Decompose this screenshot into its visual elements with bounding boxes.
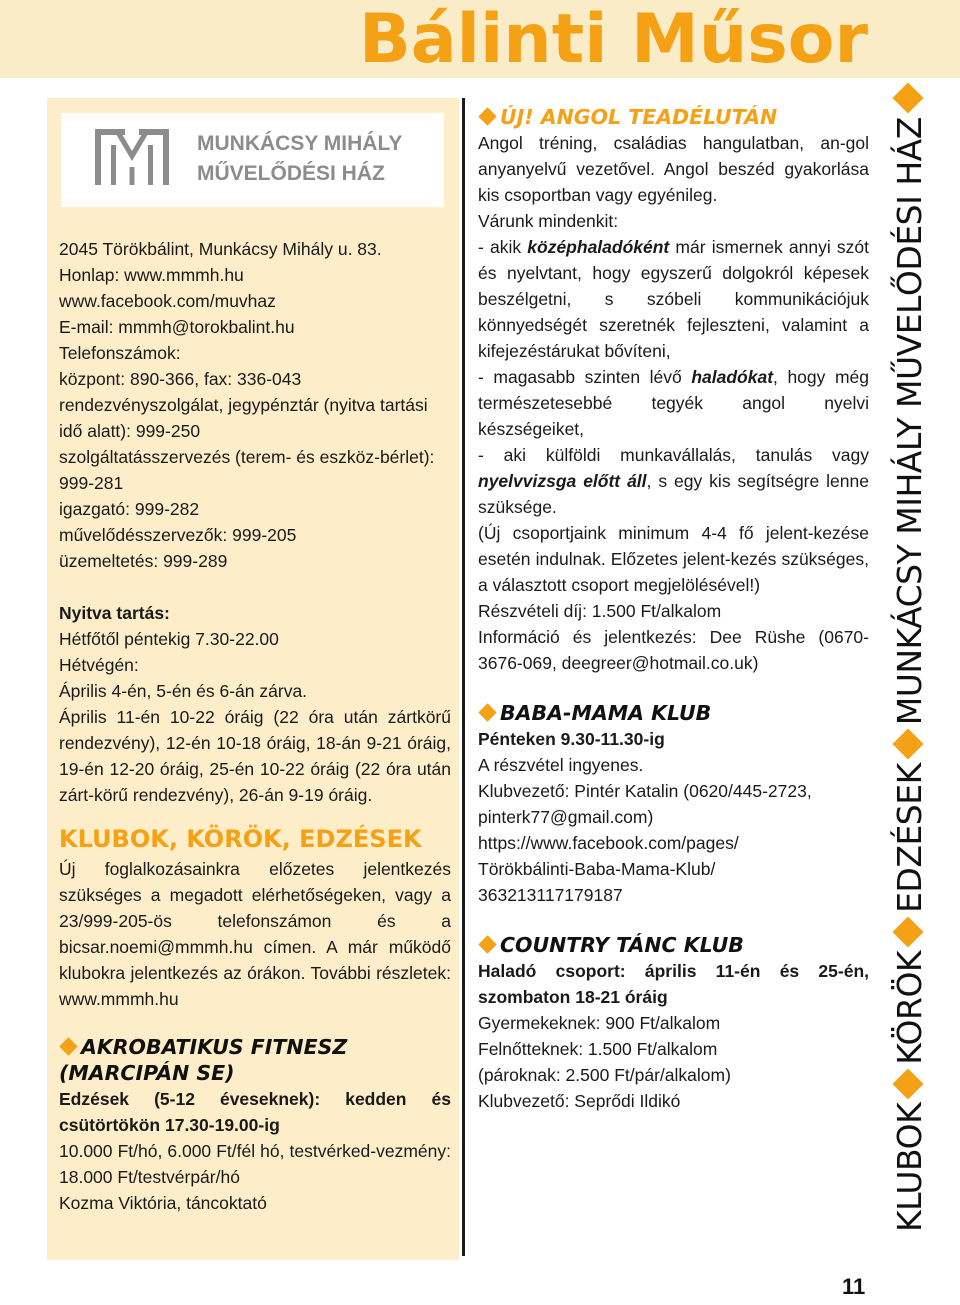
angol-note: (Új csoportjaink minimum 4-4 fő jelent-kezése esetén indulnak. Előzetes jelent-kezés szükséges, a választott csoport megjelölésével!) bbox=[478, 523, 869, 595]
opening-heading: Nyitva tartás: bbox=[59, 603, 170, 623]
angol-fee: Részvételi díj: 1.500 Ft/alkalom bbox=[478, 601, 722, 621]
country-title: COUNTRY TÁNC KLUB bbox=[478, 932, 869, 958]
babamama-title: BABA-MAMA KLUB bbox=[478, 700, 869, 726]
opening-weekend-label: Hétvégén: bbox=[59, 655, 139, 675]
diamond-icon bbox=[892, 916, 923, 947]
country-leader: Klubvezető: Seprődi Ildikó bbox=[478, 1091, 681, 1111]
website-link[interactable]: Honlap: www.mmmh.hu bbox=[59, 265, 244, 285]
akrobatikus-title: AKROBATIKUS FITNESZ bbox=[59, 1034, 451, 1060]
diamond-icon bbox=[892, 729, 923, 760]
diamond-bullet-icon bbox=[478, 935, 496, 953]
babamama-free: A részvétel ingyenes. bbox=[478, 755, 644, 775]
phone-line: rendezvényszolgálat, jegypénztár (nyitva tartási idő alatt): 999-250 bbox=[59, 395, 428, 441]
opening-details: Április 11-én 10-22 óráig (22 óra után zártkörű rendezvény), 12-én 10-18 óráig, 18-án 9-21 óráig, 19-én 12-20 óráig, 25-én 10-22 óráig (22 óra után zárt-körű rendezvény), 26-án 9-19 óráig. bbox=[59, 707, 451, 805]
akrobatikus-subtitle: (MARCIPÁN SE) bbox=[59, 1061, 235, 1085]
facebook-link[interactable]: www.facebook.com/muvhaz bbox=[59, 291, 276, 311]
side-section-label: KLUBOKKÖRÖKEDZÉSEKMUNKÁCSY MIHÁLY MŰVELŐDÉSI HÁZ bbox=[890, 79, 930, 1232]
country-adults: Felnőtteknek: 1.500 Ft/alkalom bbox=[478, 1039, 718, 1059]
country-couples: (pároknak: 2.500 Ft/pár/alkalom) bbox=[478, 1065, 731, 1085]
email-link[interactable]: E-mail: mmmh@torokbalint.hu bbox=[59, 317, 295, 337]
akrobatikus-schedule: Edzések (5-12 éveseknek): kedden és csütörtökön 17.30-19.00-ig bbox=[59, 1089, 451, 1135]
angol-intro: Angol tréning, családias hangulatban, an-gol anyanyelvű vezetővel. Angol beszéd gyakorlása kis csoportban vagy egyénileg. bbox=[478, 133, 869, 205]
clubs-intro: Új foglalkozásainkra előzetes jelentkezés szükséges a megadott elérhetőségeken, vagy a 23/999-205-ös telefonszámon és a bicsar.noemi@mmmh.hu címen. A már működő klubokra jelentkezés az órákon. További részletek: www.mmmh.hu bbox=[59, 859, 451, 1009]
phone-line: központ: 890-366, fax: 336-043 bbox=[59, 369, 302, 389]
left-column bbox=[59, 236, 451, 1216]
opening-closed: Április 4-én, 5-én és 6-án zárva. bbox=[59, 681, 308, 701]
address: 2045 Törökbálint, Munkácsy Mihály u. 83. bbox=[59, 239, 382, 259]
page-number: 11 bbox=[842, 1274, 866, 1299]
column-divider bbox=[462, 98, 465, 1256]
country-kids: Gyermekeknek: 900 Ft/alkalom bbox=[478, 1013, 721, 1033]
logo-line-2: MŰVELŐDÉSI HÁZ bbox=[197, 162, 385, 185]
phone-line: szolgáltatásszervezés (terem- és eszköz-bérlet): 999-281 bbox=[59, 447, 435, 493]
angol-info: Információ és jelentkezés: Dee Rüshe (0670-3676-069, deegreer@hotmail.co.uk) bbox=[478, 627, 869, 673]
magazine-title: Bálinti Műsor bbox=[358, 0, 868, 79]
opening-weekdays: Hétfőtől péntekig 7.30-22.00 bbox=[59, 629, 279, 649]
logo-line-1: MUNKÁCSY MIHÁLY bbox=[197, 132, 403, 155]
phones-label: Telefonszámok: bbox=[59, 343, 181, 363]
angol-item: - magasabb szinten lévő haladókat, hogy még természetesebbé tegyék angol nyelvi készségeiket, bbox=[478, 367, 869, 439]
babamama-time: Pénteken 9.30-11.30-ig bbox=[478, 729, 665, 749]
diamond-icon bbox=[892, 1068, 923, 1099]
clubs-heading: KLUBOK, KÖRÖK, EDZÉSEK bbox=[59, 825, 422, 853]
diamond-bullet-icon bbox=[59, 1037, 77, 1055]
akrobatikus-prices: 10.000 Ft/hó, 6.000 Ft/fél hó, testvérked-vezmény: 18.000 Ft/testvérpár/hó bbox=[59, 1141, 451, 1187]
angol-title: ÚJ! ANGOL TEADÉLUTÁN bbox=[478, 104, 869, 130]
angol-welcome: Várunk mindenkit: bbox=[478, 211, 619, 231]
phone-line: üzemeltetés: 999-289 bbox=[59, 551, 228, 571]
phone-line: művelődésszervezők: 999-205 bbox=[59, 525, 297, 545]
institution-logo bbox=[61, 113, 444, 207]
angol-item: - aki külföldi munkavállalás, tanulás vagy nyelvvizsga előtt áll, s egy kis segítségre lenne szüksége. bbox=[478, 445, 869, 517]
diamond-icon bbox=[892, 83, 923, 114]
diamond-bullet-icon bbox=[478, 703, 496, 721]
mmh-logo-icon bbox=[91, 121, 173, 193]
babamama-leader: Klubvezető: Pintér Katalin (0620/445-2723, pinterk77@gmail.com) bbox=[478, 781, 812, 827]
diamond-bullet-icon bbox=[478, 107, 496, 125]
akrobatikus-trainer: Kozma Viktória, táncoktató bbox=[59, 1193, 267, 1213]
angol-item: - akik középhaladóként már ismernek annyi szót és nyelvtant, hogy egyszerű dolgokról képesek beszélgetni, s szóbeli kommunikációjuk könnyedségét szeretnék fejleszteni, valamint a kifejezéstárukat bővíteni, bbox=[478, 237, 869, 361]
right-column bbox=[478, 105, 869, 1114]
babamama-facebook-link[interactable]: https://www.facebook.com/pages/ Törökbálinti-Baba-Mama-Klub/ 363213117179187 bbox=[478, 833, 739, 905]
phone-line: igazgató: 999-282 bbox=[59, 499, 200, 519]
country-advanced: Haladó csoport: április 11-én és 25-én, szombaton 18-21 óráig bbox=[478, 961, 869, 1007]
